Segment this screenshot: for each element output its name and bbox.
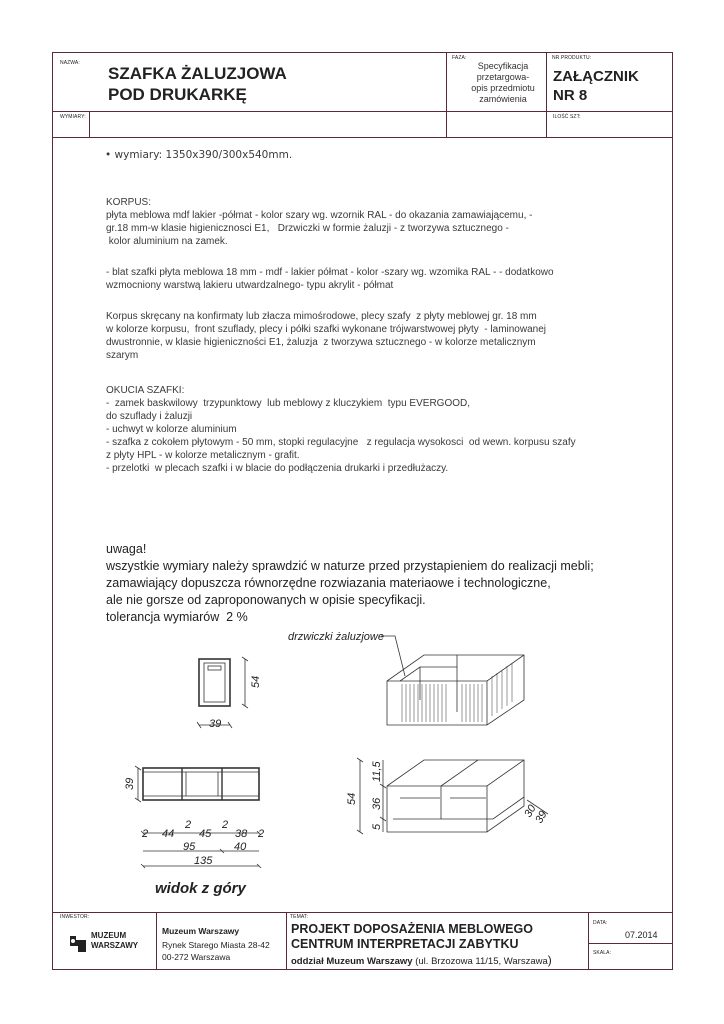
plan-dim-label: 40 xyxy=(234,841,247,853)
zalacznik-line2: NR 8 xyxy=(553,87,588,104)
iso-depth-label: 39 xyxy=(533,808,550,826)
nazwa-label: NAZWA: xyxy=(60,60,80,66)
plan-dim-label: 2 xyxy=(258,828,265,840)
side-depth-label: 39 xyxy=(209,718,222,730)
footer-top-line xyxy=(52,912,673,913)
address-city: 00-272 Warszawa xyxy=(162,952,231,962)
korpus-section: KORPUS: płyta meblowa mdf lakier -półmat - kolor szary wg. wzornik RAL - do okazania zamawiającemu, - gr.18 mm-w klasie higienicznosci E1, Drzwiczki w formie żaluzji - z tworzywa sztucznego - kolor aluminium na zamek. xyxy=(106,197,533,247)
okucia-section: OKUCIA SZAFKI: - zamek baskwilowy trzypunktowy lub meblowy z kluczykiem typu EVERGOOD, do szuflady i żaluzji - uchwyt w kolorze aluminium - szafka z cokołem płytowym - 50 mm, stopki regulacyjne z regulacja wysokosci od wewn. korpusu szafy z płyty HPL - w kolorze metalicznym - grafit. - przelotki w plecach szafki i w blacie do podłączenia drukarki i przedłużaczy. xyxy=(106,385,576,474)
inwestor-label: INWESTOR: xyxy=(60,914,90,920)
faza-label: FAZA: xyxy=(452,55,467,61)
iso-shelf-label: 36 xyxy=(371,797,383,810)
side-view xyxy=(197,657,248,728)
callout-label: drzwiczki żaluzjowe xyxy=(288,631,384,643)
footer-divider xyxy=(156,912,157,970)
temat-label: TEMAT: xyxy=(290,914,309,920)
plan-depth-label: 39 xyxy=(124,777,136,790)
ilosc-label: ILOŚĆ SZT: xyxy=(553,114,581,120)
side-height-label: 54 xyxy=(250,675,262,688)
widok-label: widok z góry xyxy=(155,880,246,897)
plan-dim-label: 2 xyxy=(142,828,149,840)
faza-line: opis przedmiotu xyxy=(471,83,535,93)
logo-text-line1: MUZEUM xyxy=(91,931,127,940)
temat-subtitle xyxy=(291,953,552,967)
footer-divider xyxy=(588,943,673,944)
temat-sub-paren: ) xyxy=(547,953,552,967)
wymiary-label: WYMIARY: xyxy=(60,114,86,120)
faza-line: przetargowa- xyxy=(476,72,530,82)
dimensions-bullet: • wymiary: 1350x390/300x540mm. xyxy=(105,149,293,161)
address-name: Muzeum Warszawy xyxy=(162,926,240,936)
plan-total-label: 135 xyxy=(194,855,213,867)
museum-logo-icon xyxy=(66,932,90,956)
plan-dim-label: 38 xyxy=(235,828,248,840)
faza-line: Specyfikacja xyxy=(477,61,529,71)
isometric-open xyxy=(357,758,548,834)
uwaga-section: uwaga! wszystkie wymiary należy sprawdzić w naturze przed przystapieniem do realizacji mebli; zamawiający dopuszcza równorzędne rozwiazania materiaowe i technologiczne, ale nie gorsze od zaproponowanych w opisie specyfikacji. tolerancja wymiarów 2 % xyxy=(106,542,594,624)
date-value: 07.2014 xyxy=(625,930,658,940)
temat-sub-rest: (ul. Brzozowa 11/15, Warszawa xyxy=(412,956,548,967)
skrecany-section: Korpus skręcany na konfirmaty lub złacza mimośrodowe, plecy szafy z płyty meblowej gr. 18 mm w kolorze korpusu, front szuflady, plecy i półki szafki wykonane trójwarstwowej płyty - laminowanej dwustronnie, w klasie higieniczności E1, żaluzja z tworzywa sztucznego - w kolorze metalicznym szarym xyxy=(106,311,546,361)
plan-dim-label: 95 xyxy=(183,841,196,853)
plan-dim-label: 2 xyxy=(222,819,229,831)
data-label: DATA: xyxy=(593,920,608,926)
iso-depth-label: 30 xyxy=(522,802,539,820)
temat-sub-bold: oddział Muzeum Warszawy xyxy=(291,956,413,967)
nr-produktu-label: NR PRODUKTU: xyxy=(552,55,592,61)
isometric-front xyxy=(381,636,524,725)
iso-base-label: 5 xyxy=(371,823,383,830)
page-title-line1: SZAFKA ŻALUZJOWA xyxy=(108,64,287,83)
logo-text-line2: WARSZAWY xyxy=(91,941,139,950)
page-title-line2: POD DRUKARKĘ xyxy=(108,85,247,104)
iso-top-label: 11,5 xyxy=(371,761,383,782)
plan-dim-label: 2 xyxy=(185,819,192,831)
footer-divider xyxy=(286,912,287,970)
address-street: Rynek Starego Miasta 28-42 xyxy=(162,940,270,950)
skala-label: SKALA: xyxy=(593,950,612,956)
temat-line2: CENTRUM INTERPRETACJI ZABYTKU xyxy=(291,937,519,951)
blat-section: - blat szafki płyta meblowa 18 mm - mdf - lakier półmat - kolor -szary wg. wzomika RAL - - dodatkowo wzmocniony warstwą lakieru utwardzalnego- typu akrylit - półmat xyxy=(106,267,554,291)
iso-height-label: 54 xyxy=(346,792,358,805)
footer-divider xyxy=(588,912,589,970)
faza-line: zamówienia xyxy=(479,94,527,104)
plan-dim-label: 44 xyxy=(162,828,175,840)
plan-dim-label: 45 xyxy=(199,828,212,840)
temat-line1: PROJEKT DOPOSAŻENIA MEBLOWEGO xyxy=(291,922,533,936)
zalacznik-line1: ZAŁĄCZNIK xyxy=(553,68,639,85)
